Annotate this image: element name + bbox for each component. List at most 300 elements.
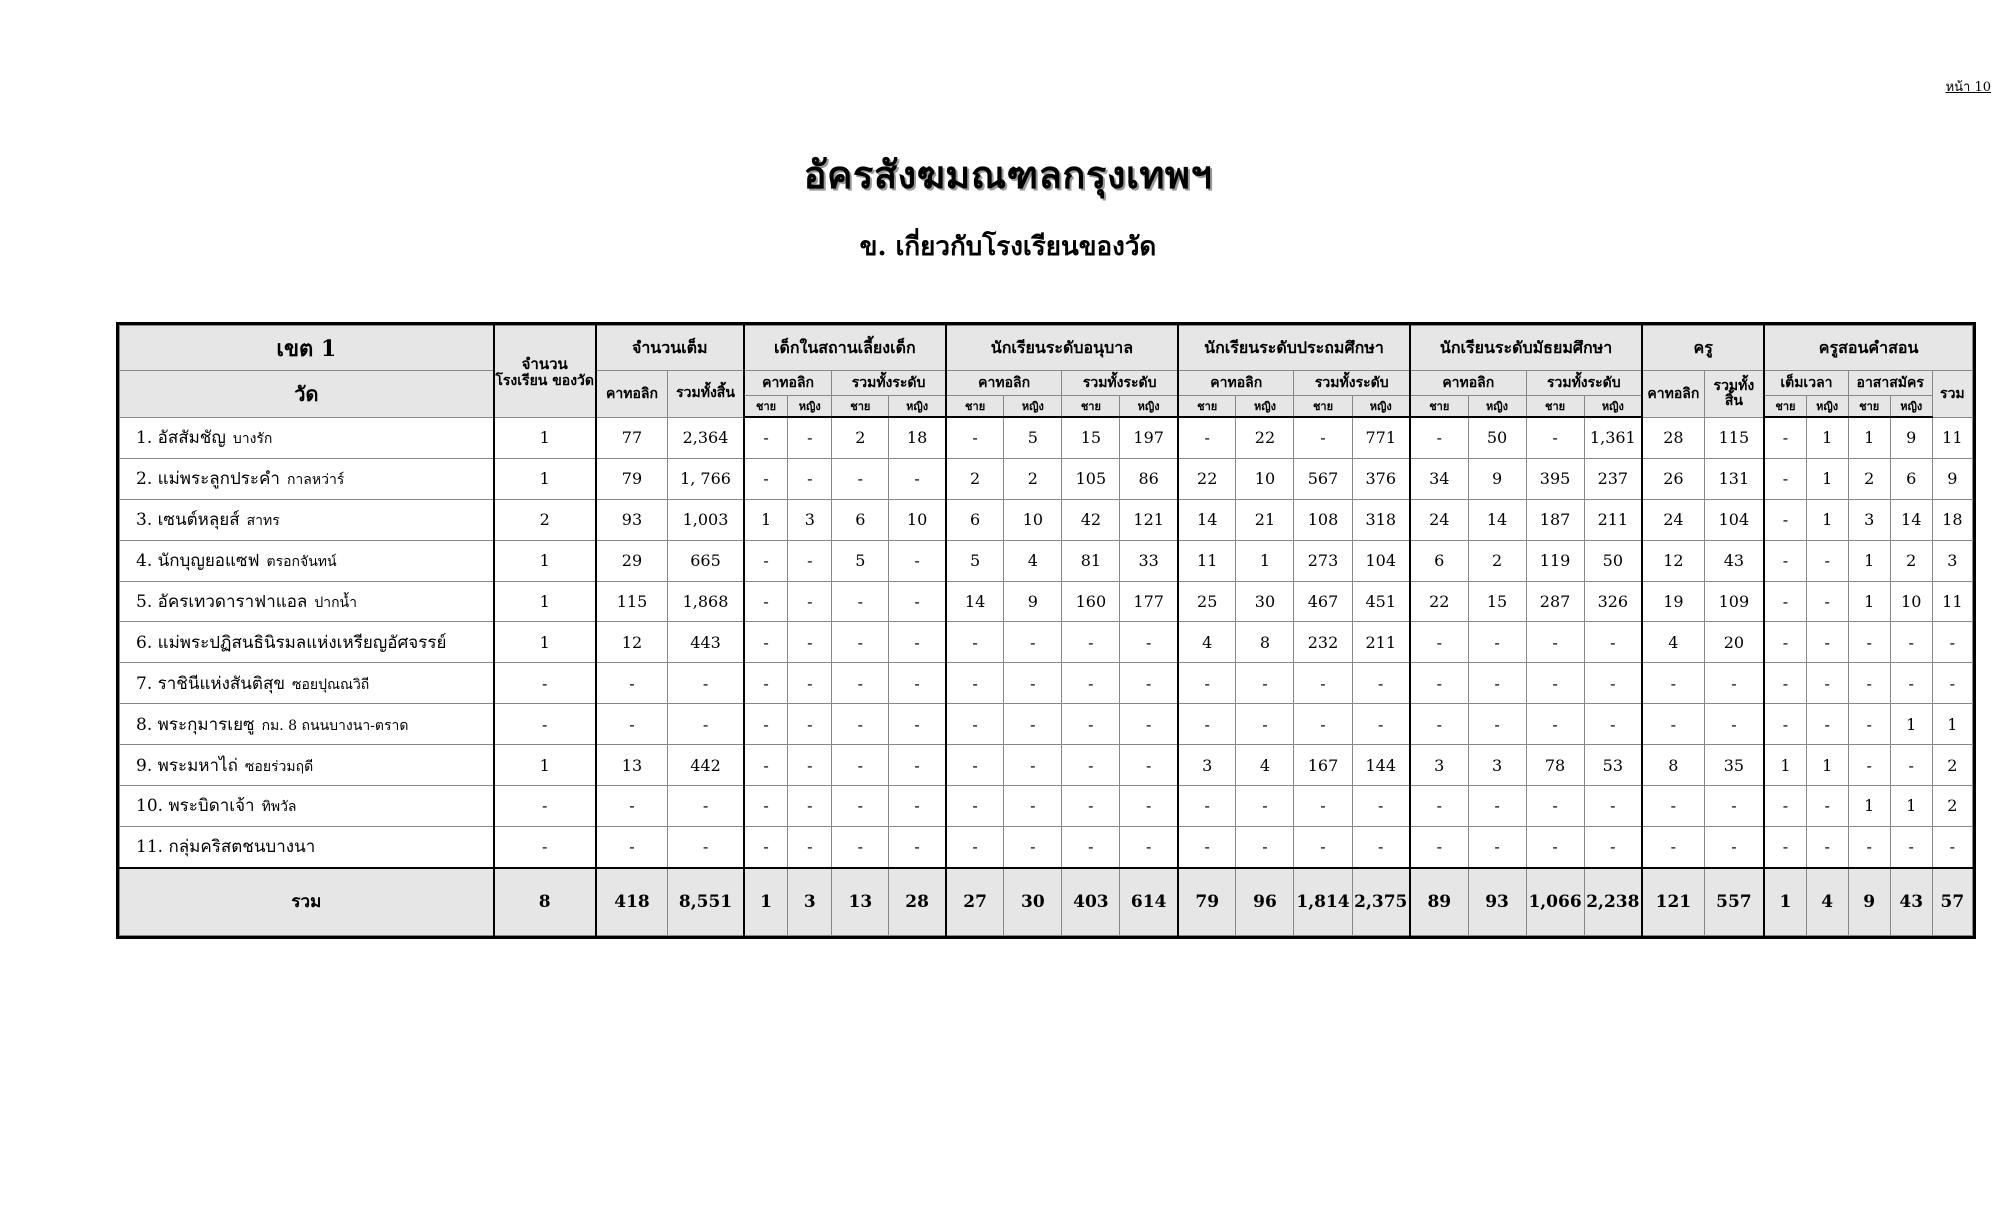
data-cell: - xyxy=(1236,826,1294,867)
data-cell: 26 xyxy=(1642,458,1704,499)
female-subheader: หญิง xyxy=(1806,396,1848,418)
data-cell: 15 xyxy=(1062,417,1120,458)
data-cell: - xyxy=(668,786,744,827)
data-cell: - xyxy=(832,826,889,867)
data-cell: 28 xyxy=(1642,417,1704,458)
wat-place: สาทร xyxy=(246,513,280,530)
total-cell: 1,814 xyxy=(1294,868,1352,936)
data-cell: 2 xyxy=(832,417,889,458)
data-cell: 177 xyxy=(1120,581,1178,622)
data-cell: 78 xyxy=(1526,745,1584,786)
page-title: อัครสังฆมณฑลกรุงเทพฯ xyxy=(803,152,1213,197)
data-cell: - xyxy=(788,540,832,581)
primary-catholic-header: คาทอลิก xyxy=(1178,371,1294,396)
data-cell: - xyxy=(1178,704,1236,745)
data-cell: - xyxy=(744,826,788,867)
data-cell: 1, 766 xyxy=(668,458,744,499)
data-cell: 2 xyxy=(1932,786,1972,827)
data-cell: 22 xyxy=(1410,581,1468,622)
total-cell: 96 xyxy=(1236,868,1294,936)
data-cell: 22 xyxy=(1236,417,1294,458)
data-cell: 14 xyxy=(1468,499,1526,540)
data-cell: 318 xyxy=(1352,499,1410,540)
data-cell: 119 xyxy=(1526,540,1584,581)
data-cell: 10 xyxy=(1004,499,1062,540)
data-cell: - xyxy=(1468,663,1526,704)
wat-name-cell xyxy=(120,704,494,745)
data-cell: - xyxy=(1584,826,1642,867)
female-subheader: หญิง xyxy=(1236,396,1294,418)
kinder-total-header: รวมทั้งระดับ xyxy=(1062,371,1178,396)
data-cell: 2 xyxy=(1932,745,1972,786)
data-cell: 3 xyxy=(1468,745,1526,786)
male-subheader: ชาย xyxy=(1848,396,1890,418)
data-cell: - xyxy=(1178,417,1236,458)
teacher-catholic-header: คาทอลิก xyxy=(1642,371,1704,418)
data-cell: 3 xyxy=(1410,745,1468,786)
data-cell: - xyxy=(1764,826,1806,867)
school-count-header-top: จำนวน xyxy=(521,354,568,373)
data-cell: 3 xyxy=(1178,745,1236,786)
data-cell: - xyxy=(1526,786,1584,827)
data-cell: 29 xyxy=(596,540,668,581)
wat-place: ซอยปุณณวิถี xyxy=(291,676,370,693)
data-cell: 1 xyxy=(1806,458,1848,499)
kinder-catholic-header: คาทอลิก xyxy=(946,371,1062,396)
data-cell: - xyxy=(1120,786,1178,827)
data-cell: - xyxy=(744,704,788,745)
wat-name: 10. พระบิดาเจ้า xyxy=(136,796,255,817)
data-cell: 451 xyxy=(1352,581,1410,622)
group-header-kindergarten: นักเรียนระดับอนุบาล xyxy=(946,326,1178,371)
total-cell: 43 xyxy=(1890,868,1932,936)
data-cell: - xyxy=(1806,786,1848,827)
data-cell: - xyxy=(1468,826,1526,867)
wat-place: ปากน้ำ xyxy=(314,595,357,611)
data-cell: 197 xyxy=(1120,417,1178,458)
wat-name-cell xyxy=(120,786,494,827)
data-cell: - xyxy=(1704,826,1764,867)
data-cell: - xyxy=(1584,704,1642,745)
data-cell: - xyxy=(1526,704,1584,745)
data-cell: - xyxy=(596,826,668,867)
wat-name: 9. พระมหาไถ่ xyxy=(136,755,238,776)
data-cell: 10 xyxy=(1890,581,1932,622)
table-row xyxy=(120,499,1973,540)
wat-header: วัด xyxy=(120,371,494,418)
data-cell: - xyxy=(1806,826,1848,867)
data-cell: 108 xyxy=(1294,499,1352,540)
data-cell: - xyxy=(1848,663,1890,704)
data-cell: - xyxy=(494,704,596,745)
data-cell: 6 xyxy=(832,499,889,540)
data-cell: 11 xyxy=(1178,540,1236,581)
data-cell: 211 xyxy=(1352,622,1410,663)
data-cell: - xyxy=(668,826,744,867)
wat-name-cell xyxy=(120,458,494,499)
data-cell: - xyxy=(1062,622,1120,663)
data-cell: 4 xyxy=(1004,540,1062,581)
wat-name-cell xyxy=(120,540,494,581)
data-cell: 4 xyxy=(1642,622,1704,663)
secondary-total-header: รวมทั้งระดับ xyxy=(1526,371,1642,396)
total-cell: 2,375 xyxy=(1352,868,1410,936)
data-cell: - xyxy=(494,663,596,704)
data-cell: 1 xyxy=(494,581,596,622)
table-row xyxy=(120,704,1973,745)
data-cell: 12 xyxy=(596,622,668,663)
group-header-secondary: นักเรียนระดับมัธยมศึกษา xyxy=(1410,326,1642,371)
data-cell: 1 xyxy=(1890,704,1932,745)
data-cell: 4 xyxy=(1236,745,1294,786)
data-cell: - xyxy=(946,745,1004,786)
data-cell: 144 xyxy=(1352,745,1410,786)
data-cell: 11 xyxy=(1932,417,1972,458)
page-subtitle: ข. เกี่ยวกับโรงเรียนของวัด xyxy=(859,232,1157,262)
data-cell: 8 xyxy=(1642,745,1704,786)
data-cell: 6 xyxy=(946,499,1004,540)
data-cell: - xyxy=(1410,417,1468,458)
data-cell: - xyxy=(1890,826,1932,867)
data-cell: - xyxy=(788,745,832,786)
data-cell: 2 xyxy=(494,499,596,540)
data-cell: 3 xyxy=(1932,540,1972,581)
data-cell: - xyxy=(596,786,668,827)
table-header xyxy=(120,326,1973,418)
data-cell: - xyxy=(1178,786,1236,827)
table-row xyxy=(120,417,1973,458)
data-cell: - xyxy=(1806,663,1848,704)
data-cell: 131 xyxy=(1704,458,1764,499)
total-row xyxy=(120,868,1973,936)
total-cell: 3 xyxy=(788,868,832,936)
group-header-teachers: ครู xyxy=(1642,326,1764,371)
data-cell: - xyxy=(1352,786,1410,827)
data-cell: - xyxy=(1848,704,1890,745)
data-cell: - xyxy=(744,581,788,622)
school-count-header xyxy=(494,326,596,418)
data-cell: 237 xyxy=(1584,458,1642,499)
data-cell: 14 xyxy=(1890,499,1932,540)
data-cell: 1 xyxy=(494,458,596,499)
data-cell: 467 xyxy=(1294,581,1352,622)
nursery-catholic-header: คาทอลิก xyxy=(744,371,832,396)
table-body xyxy=(120,417,1973,935)
catechist-fulltime-header: เต็มเวลา xyxy=(1764,371,1848,396)
data-cell: - xyxy=(1584,663,1642,704)
total-cell: 79 xyxy=(1178,868,1236,936)
data-cell: 167 xyxy=(1294,745,1352,786)
data-cell: 11 xyxy=(1932,581,1972,622)
data-cell: - xyxy=(1004,745,1062,786)
data-cell: - xyxy=(1294,704,1352,745)
data-cell: 2 xyxy=(1848,458,1890,499)
table-row xyxy=(120,622,1973,663)
data-cell: - xyxy=(1526,826,1584,867)
data-cell: 5 xyxy=(832,540,889,581)
wat-place: ตรอกจันทน์ xyxy=(266,554,337,571)
data-cell: - xyxy=(1062,786,1120,827)
data-cell: - xyxy=(744,622,788,663)
data-cell: - xyxy=(1120,745,1178,786)
data-cell: 2 xyxy=(946,458,1004,499)
wat-name: 11. กลุ่มคริสตชนบางนา xyxy=(136,837,316,858)
wat-name: 4. นักบุญยอแซฟ xyxy=(136,551,260,572)
data-cell: 3 xyxy=(788,499,832,540)
data-cell: - xyxy=(788,826,832,867)
data-cell: - xyxy=(1764,786,1806,827)
group-header-catechists: ครูสอนคำสอน xyxy=(1764,326,1972,371)
nursery-total-header: รวมทั้งระดับ xyxy=(832,371,946,396)
data-cell: 9 xyxy=(1932,458,1972,499)
data-cell: - xyxy=(788,581,832,622)
data-cell: 42 xyxy=(1062,499,1120,540)
data-cell: - xyxy=(788,622,832,663)
data-cell: - xyxy=(1004,826,1062,867)
data-cell: - xyxy=(889,745,946,786)
wat-name-cell xyxy=(120,417,494,458)
data-cell: 18 xyxy=(889,417,946,458)
total-cell: 28 xyxy=(889,868,946,936)
data-cell: - xyxy=(889,663,946,704)
data-cell: - xyxy=(1062,704,1120,745)
wat-name-cell xyxy=(120,499,494,540)
data-cell: - xyxy=(1642,704,1704,745)
data-cell: - xyxy=(1642,786,1704,827)
data-cell: - xyxy=(494,826,596,867)
data-cell: - xyxy=(1764,417,1806,458)
data-cell: 273 xyxy=(1294,540,1352,581)
data-cell: - xyxy=(889,826,946,867)
data-cell: - xyxy=(494,786,596,827)
male-subheader: ชาย xyxy=(1526,396,1584,418)
wat-place: ซอยร่วมฤดี xyxy=(244,758,314,775)
data-cell: - xyxy=(832,663,889,704)
data-cell: - xyxy=(744,786,788,827)
data-cell: 2 xyxy=(1890,540,1932,581)
total-cell: 1 xyxy=(1764,868,1806,936)
data-cell: - xyxy=(1526,417,1584,458)
data-cell: - xyxy=(1764,704,1806,745)
data-cell: - xyxy=(1294,826,1352,867)
female-subheader: หญิง xyxy=(788,396,832,418)
data-cell: - xyxy=(1932,826,1972,867)
data-cell: - xyxy=(788,663,832,704)
data-cell: - xyxy=(1526,622,1584,663)
school-count-header-bottom: โรงเรียน ของวัด xyxy=(495,372,594,389)
data-cell: 1 xyxy=(1890,786,1932,827)
total-cell: 89 xyxy=(1410,868,1468,936)
table-row xyxy=(120,581,1973,622)
data-cell: - xyxy=(1294,786,1352,827)
data-cell: - xyxy=(1806,581,1848,622)
data-cell: - xyxy=(596,704,668,745)
data-cell: - xyxy=(889,540,946,581)
total-cell: 121 xyxy=(1642,868,1704,936)
data-cell: 1,868 xyxy=(668,581,744,622)
data-cell: 1 xyxy=(1806,499,1848,540)
data-cell: - xyxy=(946,417,1004,458)
data-cell: 5 xyxy=(1004,417,1062,458)
data-cell: 1 xyxy=(1848,581,1890,622)
data-cell: - xyxy=(1120,622,1178,663)
wat-name-cell xyxy=(120,745,494,786)
data-cell: - xyxy=(668,704,744,745)
data-cell: - xyxy=(1468,786,1526,827)
data-cell: 1 xyxy=(1236,540,1294,581)
data-cell: 14 xyxy=(1178,499,1236,540)
total-cell: 8,551 xyxy=(668,868,744,936)
table-row xyxy=(120,745,1973,786)
wat-name: 3. เซนต์หลุยส์ xyxy=(136,510,240,531)
data-cell: 13 xyxy=(596,745,668,786)
data-cell: - xyxy=(1352,663,1410,704)
data-cell: - xyxy=(1120,704,1178,745)
data-cell: - xyxy=(744,540,788,581)
zone-header: เขต 1 xyxy=(120,326,494,371)
data-cell: 12 xyxy=(1642,540,1704,581)
data-cell: - xyxy=(1410,786,1468,827)
male-subheader: ชาย xyxy=(1178,396,1236,418)
data-cell: 3 xyxy=(1848,499,1890,540)
data-cell: - xyxy=(946,704,1004,745)
primary-total-header: รวมทั้งระดับ xyxy=(1294,371,1410,396)
data-cell: - xyxy=(889,458,946,499)
data-cell: - xyxy=(1410,622,1468,663)
data-cell: 1 xyxy=(1848,786,1890,827)
data-cell: 53 xyxy=(1584,745,1642,786)
data-cell: 1 xyxy=(494,745,596,786)
data-cell: - xyxy=(1932,663,1972,704)
data-cell: 376 xyxy=(1352,458,1410,499)
data-cell: - xyxy=(1704,704,1764,745)
data-cell: - xyxy=(744,417,788,458)
total-cell: 93 xyxy=(1468,868,1526,936)
schools-table-container xyxy=(116,322,1976,939)
female-subheader: หญิง xyxy=(889,396,946,418)
data-cell: - xyxy=(1352,826,1410,867)
data-cell: 105 xyxy=(1062,458,1120,499)
male-subheader: ชาย xyxy=(1294,396,1352,418)
data-cell: - xyxy=(788,786,832,827)
female-subheader: หญิง xyxy=(1352,396,1410,418)
data-cell: - xyxy=(1764,622,1806,663)
data-cell: - xyxy=(1932,622,1972,663)
data-cell: 30 xyxy=(1236,581,1294,622)
data-cell: 160 xyxy=(1062,581,1120,622)
wat-name-cell xyxy=(120,826,494,867)
data-cell: 104 xyxy=(1352,540,1410,581)
data-cell: - xyxy=(1410,826,1468,867)
data-cell: 21 xyxy=(1236,499,1294,540)
schools-table xyxy=(119,325,1973,936)
total-label: รวม xyxy=(120,868,494,936)
data-cell: - xyxy=(744,663,788,704)
data-cell: - xyxy=(1764,581,1806,622)
male-subheader: ชาย xyxy=(1410,396,1468,418)
data-cell: - xyxy=(889,704,946,745)
data-cell: 14 xyxy=(946,581,1004,622)
data-cell: 50 xyxy=(1468,417,1526,458)
table-row xyxy=(120,540,1973,581)
data-cell: 115 xyxy=(596,581,668,622)
data-cell: - xyxy=(1004,622,1062,663)
data-cell: - xyxy=(832,622,889,663)
data-cell: - xyxy=(1236,786,1294,827)
total-cell: 8 xyxy=(494,868,596,936)
data-cell: 5 xyxy=(946,540,1004,581)
data-cell: - xyxy=(1704,663,1764,704)
data-cell: - xyxy=(1178,663,1236,704)
data-cell: 10 xyxy=(1236,458,1294,499)
data-cell: - xyxy=(1062,745,1120,786)
data-cell: - xyxy=(1848,826,1890,867)
data-cell: - xyxy=(668,663,744,704)
data-cell: 1 xyxy=(1806,745,1848,786)
data-cell: 33 xyxy=(1120,540,1178,581)
data-cell: - xyxy=(1642,663,1704,704)
data-cell: - xyxy=(1468,704,1526,745)
data-cell: 86 xyxy=(1120,458,1178,499)
data-cell: 24 xyxy=(1410,499,1468,540)
female-subheader: หญิง xyxy=(1004,396,1062,418)
data-cell: - xyxy=(744,745,788,786)
full-catholic-header: คาทอลิก xyxy=(596,371,668,418)
data-cell: - xyxy=(1848,622,1890,663)
wat-place: กม. 8 ถนนบางนา-ตราด xyxy=(261,717,409,734)
total-cell: 418 xyxy=(596,868,668,936)
data-cell: 9 xyxy=(1468,458,1526,499)
data-cell: 187 xyxy=(1526,499,1584,540)
wat-name: 8. พระกุมารเยซู xyxy=(136,714,255,735)
data-cell: - xyxy=(1120,826,1178,867)
data-cell: - xyxy=(1806,704,1848,745)
group-header-nursery: เด็กในสถานเลี้ยงเด็ก xyxy=(744,326,946,371)
data-cell: - xyxy=(1890,745,1932,786)
data-cell: - xyxy=(946,786,1004,827)
data-cell: 1 xyxy=(494,417,596,458)
data-cell: - xyxy=(1584,786,1642,827)
wat-name-cell xyxy=(120,622,494,663)
data-cell: 6 xyxy=(1410,540,1468,581)
data-cell: 1,361 xyxy=(1584,417,1642,458)
wat-name: 7. ราชินีแห่งสันติสุข xyxy=(136,673,285,694)
data-cell: 1 xyxy=(1848,417,1890,458)
data-cell: - xyxy=(1294,663,1352,704)
data-cell: 1 xyxy=(744,499,788,540)
data-cell: 287 xyxy=(1526,581,1584,622)
data-cell: 442 xyxy=(668,745,744,786)
data-cell: 25 xyxy=(1178,581,1236,622)
wat-name: 2. แม่พระลูกประคำ xyxy=(136,469,280,490)
data-cell: - xyxy=(1764,458,1806,499)
data-cell: - xyxy=(1004,704,1062,745)
data-cell: - xyxy=(1468,622,1526,663)
data-cell: - xyxy=(832,786,889,827)
data-cell: 2 xyxy=(1468,540,1526,581)
data-cell: - xyxy=(1764,540,1806,581)
data-cell: - xyxy=(889,786,946,827)
total-cell: 557 xyxy=(1704,868,1764,936)
data-cell: 34 xyxy=(1410,458,1468,499)
data-cell: - xyxy=(1004,663,1062,704)
male-subheader: ชาย xyxy=(946,396,1004,418)
data-cell: - xyxy=(1352,704,1410,745)
male-subheader: ชาย xyxy=(1062,396,1120,418)
data-cell: - xyxy=(832,458,889,499)
data-cell: - xyxy=(946,622,1004,663)
wat-name: 5. อัครเทวดาราฟาแอล xyxy=(136,592,308,612)
